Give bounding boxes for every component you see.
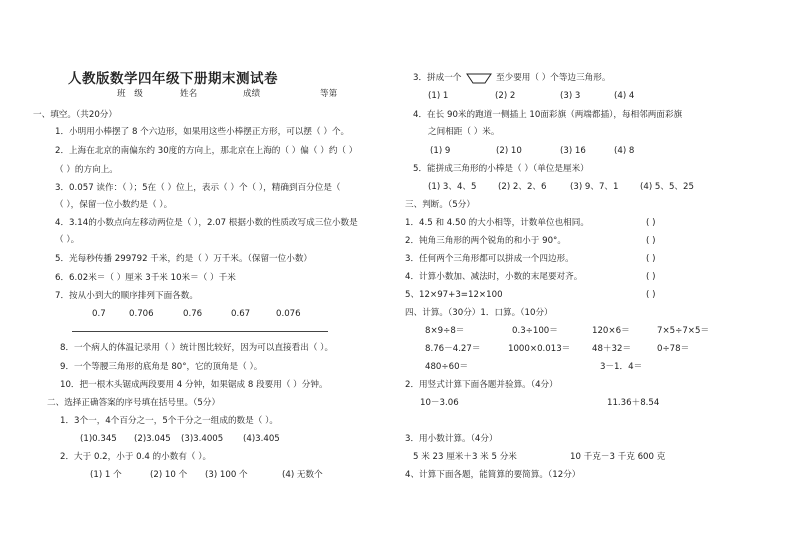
oral-calc-item: 8.76－4.27＝ [425,344,481,354]
choice-q4-option: (2) 10 [496,146,522,156]
judge-q2-answer-box[interactable]: ( ) [646,236,656,246]
choice-q4-option: (4) 8 [614,146,635,156]
choice-q1-option: (4)3.405 [243,434,280,444]
judge-q4-answer-box[interactable]: ( ) [646,272,656,282]
name-field-label: 姓名 [180,89,198,99]
calc-q2-item: 11.36＋8.54 [607,398,660,408]
choice-q2: 2．大于 0.2，小于 0.4 的小数有（ ）。 [60,452,212,462]
choice-q3-prefix: 3．拼成一个 [413,73,462,83]
q7-answer-line [72,331,328,332]
section-3-heading: 三、判断。（5分） [405,200,475,210]
choice-q2-option: (3) 100 个 [205,470,248,480]
judge-q4: 4．计算小数加、减法时，小数的末尾要对齐。 [405,272,583,282]
oral-calc-item: 1000×0.013＝ [508,344,571,354]
judge-q3: 3．任何两个三角形都可以拼成一个四边形。 [405,254,574,264]
judge-q1: 1．4.5 和 4.50 的大小相等，计数单位也相同。 [405,218,589,228]
calc-q2-item: 10－3.06 [420,398,459,408]
judge-q5-answer-box[interactable]: ( ) [646,290,656,300]
calc-q3-item: 10 千克－3 千克 600 克 [570,452,666,462]
calc-q4: 4、计算下面各题，能简算的要简算。（12分） [405,470,581,480]
oral-calc-item: 480÷60＝ [425,362,469,372]
section-1-heading: 一、填空。（共20分） [33,110,117,120]
calc-q3-item: 5 米 23 厘米＋3 米 5 分米 [413,452,517,462]
section-2-heading: 二、选择正确答案的序号填在括号里。（5分） [47,398,221,408]
grade-field-label: 等第 [320,89,338,99]
choice-q2-option: (2) 10 个 [150,470,188,480]
fill-q6: 6．6.02米＝（ ）厘米 3千米 10米＝（ ）千米 [55,273,236,283]
fill-q4-line2: （ ）。 [55,235,80,245]
q7-number: 0.67 [231,309,251,319]
q7-number: 0.706 [129,309,154,319]
choice-q4-option: (3) 16 [560,146,586,156]
calc-q2: 2．用竖式计算下面各题并验算。（4分） [405,380,558,390]
fill-q7: 7．按从小到大的顺序排列下面各数。 [55,291,198,301]
choice-q2-option: (4) 无数个 [282,470,323,480]
choice-q3-suffix: 至少要用（ ）个等边三角形。 [496,73,611,83]
fill-q9: 9．一个等腰三角形的底角是 80°，它的顶角是（ ）。 [60,362,263,372]
oral-calc-item: 3－1．4＝ [600,362,643,372]
fill-q3-line1: 3．0.057 读作：（ ）；5在（ ）位上，表示（ ）个（ ），精确到百分位是（ [55,183,341,193]
choice-q5-option: (3) 9、7、1 [570,182,619,192]
choice-q1-option: (2)3.045 [134,434,171,444]
choice-q4-option: (1) 9 [430,146,451,156]
fill-q5: 5．光每秒传播 299792 千米，约是（ ）万千米。（保留一位小数） [55,254,313,264]
oral-calc-item: 120×6＝ [592,326,630,336]
choice-q3-option: (1) 1 [428,91,449,101]
oral-calc-item: 7×5÷7×5＝ [657,326,710,336]
judge-q2: 2．钝角三角形的两个锐角的和小于 90°。 [405,236,566,246]
choice-q4-line2: 之间相距（ ）米。 [428,127,500,137]
class-field-label: 班 级 [117,89,143,99]
choice-q3-option: (4) 4 [614,91,635,101]
choice-q1-option: (3)3.4005 [181,434,224,444]
choice-q1: 1．3个一，4个百分之一，5个千分之一组成的数是（ ）。 [60,416,278,426]
choice-q5: 5．能拼成三角形的小棒是（ ）（单位是厘米） [413,164,589,174]
choice-q2-option: (1) 1 个 [90,470,122,480]
oral-calc-item: 0÷78＝ [657,344,690,354]
choice-q5-option: (2) 2、2、6 [498,182,547,192]
oral-calc-item: 48＋32＝ [592,344,632,354]
judge-q3-answer-box[interactable]: ( ) [646,254,656,264]
fill-q2-line1: 2．上海在北京的南偏东约 30度的方向上，那北京在上海的（ ）偏（ ）约（ ） [55,146,358,156]
q7-number: 0.76 [183,309,203,319]
choice-q5-option: (1) 3、4、5 [428,182,477,192]
choice-q1-option: (1)0.345 [80,434,117,444]
oral-calc-item: 0.3÷100＝ [512,326,558,336]
judge-q1-answer-box[interactable]: ( ) [646,218,656,228]
q7-number: 0.7 [92,309,106,319]
score-field-label: 成绩 [243,89,261,99]
fill-q4-line1: 4．3.14的小数点向左移动两位是（ ），2.07 根据小数的性质改写成三位小数是 [55,218,358,228]
fill-q10: 10．把一根木头锯成两段要用 4 分钟，如果锯成 8 段要用（ ）分钟。 [60,380,328,390]
fill-q8: 8．一个病人的体温记录用（ ）统计图比较好，因为可以直接看出（ ）。 [60,343,334,353]
oral-calc-item: 8×9÷8＝ [425,326,465,336]
calc-q3: 3．用小数计算。（4分） [405,434,498,444]
choice-q3-option: (2) 2 [495,91,516,101]
fill-q2-line2: （ ）的方向上。 [55,165,118,175]
choice-q5-option: (4) 5、5、25 [640,182,694,192]
exam-title: 人教版数学四年级下册期末测试卷 [68,71,278,87]
fill-q1: 1．小明用小棒摆了 8 个六边形，如果用这些小棒摆正方形，可以摆（ ）个。 [55,127,350,137]
section-4-heading: 四、计算。（30分）1．口算。（10分） [405,308,553,318]
judge-q5: 5、12×97+3=12×100 [405,290,503,300]
q7-number: 0.076 [276,309,301,319]
trapezoid-icon [466,73,492,84]
choice-q4-line1: 4．在长 90米的跑道一侧插上 10面彩旗（两端都插），每相邻两面彩旗 [413,110,683,120]
fill-q3-line2: （ ），保留一位小数约是（ ）。 [55,200,173,210]
student-info-row [0,89,400,101]
choice-q3-option: (3) 3 [560,91,581,101]
